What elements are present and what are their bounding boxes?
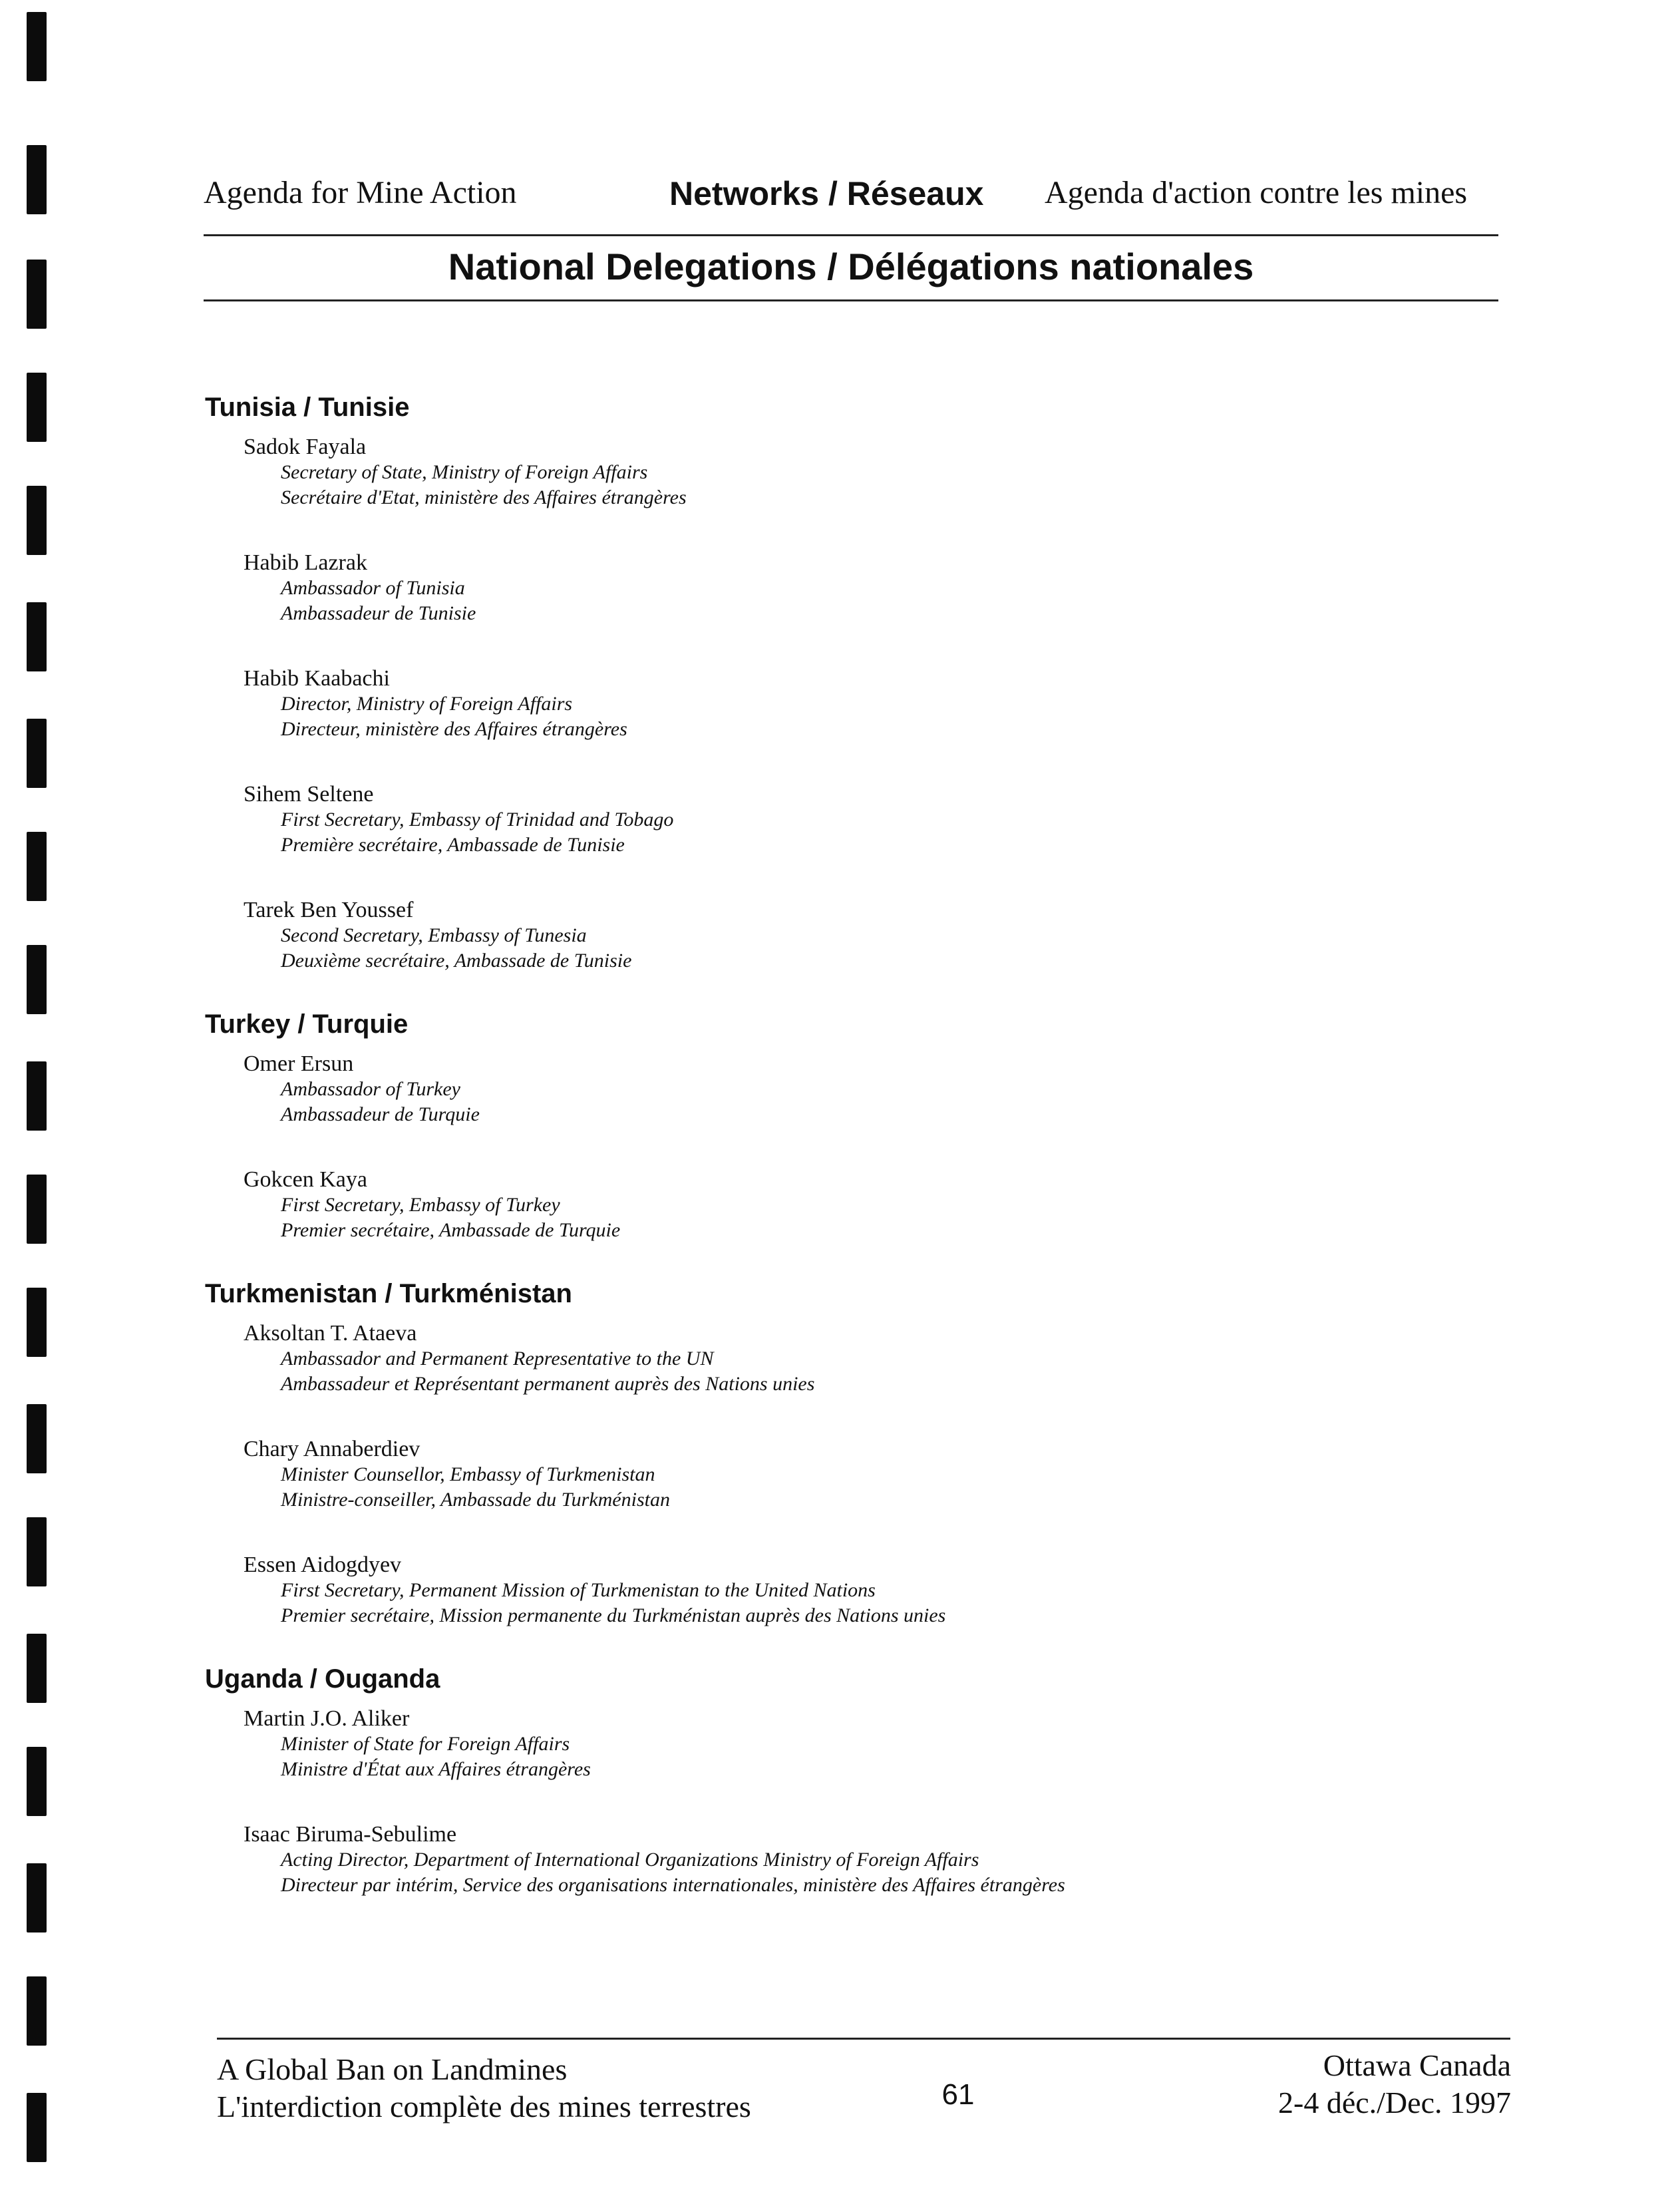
delegate-name: Sihem Seltene [244,782,374,807]
delegate-role-en: Minister Counsellor, Embassy of Turkmenistan [281,1463,655,1485]
binder-hole [27,945,47,1014]
delegate-role-en: Ambassador of Tunisia [281,577,465,599]
delegate-entry [244,898,1534,974]
delegate-entry [244,666,1534,742]
delegate-entry [244,1437,1534,1513]
delegate-role-fr: Premier secrétaire, Ambassade de Turquie [281,1219,621,1241]
delegate-role-en: Acting Director, Department of International Organizations Ministry of Foreign Affairs [281,1849,979,1871]
delegate-role-en: Minister of State for Foreign Affairs [281,1733,570,1755]
country-section [204,1664,1534,1898]
header-right: Agenda d'action contre les mines [1045,175,1468,210]
page-title: National Delegations / Délégations nationales [448,246,1254,287]
country-heading: Turkey / Turquie [205,1010,409,1039]
delegate-role-fr: Deuxième secrétaire, Ambassade de Tunisie [281,950,632,972]
delegate-role-fr: Directeur, ministère des Affaires étrangères [281,718,627,740]
binder-hole [27,832,47,901]
binder-hole [27,145,47,214]
delegate-name: Habib Kaabachi [244,666,390,691]
footer-left [217,2051,751,2125]
delegate-role-en: Second Secretary, Embassy of Tunesia [281,924,587,946]
delegate-entry [244,1822,1534,1898]
binder-hole [27,1175,47,1244]
delegate-entry [244,1321,1534,1397]
binder-hole [27,2093,47,2162]
delegate-entry [244,1051,1534,1127]
header-left: Agenda for Mine Action [204,175,517,210]
binder-hole [27,1404,47,1473]
binder-hole [27,1517,47,1586]
binder-hole [27,260,47,329]
delegate-name: Sadok Fayala [244,435,367,459]
footer-title-fr: L'interdiction complète des mines terrestres [217,2090,751,2123]
delegate-name: Omer Ersun [244,1051,354,1076]
binder-hole [27,1747,47,1816]
page-number: 61 [941,2078,975,2111]
country-section [204,1010,1534,1243]
delegate-entry [244,1167,1534,1243]
delegate-name: Tarek Ben Youssef [244,898,414,922]
delegate-role-fr: Ambassadeur et Représentant permanent auprès des Nations unies [281,1373,815,1395]
header-rule [204,234,1498,236]
binder-hole [27,1634,47,1703]
binder-holes [27,0,53,2210]
delegate-entry [244,435,1534,510]
delegate-role-fr: Ambassadeur de Tunisie [281,602,476,624]
delegate-name: Isaac Biruma-Sebulime [244,1822,457,1847]
delegate-role-en: Ambassador of Turkey [281,1078,460,1100]
country-heading: Uganda / Ouganda [205,1664,440,1694]
delegate-role-fr: Première secrétaire, Ambassade de Tunisie [281,834,625,856]
delegate-role-fr: Ambassadeur de Turquie [281,1103,480,1125]
binder-hole [27,1288,47,1357]
title-rule [204,299,1498,301]
delegate-name: Essen Aidogdyev [244,1553,402,1577]
delegate-role-fr: Ministre-conseiller, Ambassade du Turkménistan [281,1489,670,1511]
country-heading: Tunisia / Tunisie [205,393,410,422]
header-center: Networks / Réseaux [669,175,984,212]
binder-hole [27,1061,47,1131]
country-heading: Turkmenistan / Turkménistan [205,1279,572,1308]
binder-hole [27,1863,47,1933]
delegate-role-fr: Premier secrétaire, Mission permanente du Turkménistan auprès des Nations unies [281,1604,946,1626]
binder-hole [27,1976,47,2046]
footer-location: Ottawa Canada [1323,2048,1511,2082]
delegate-name: Chary Annaberdiev [244,1437,420,1461]
binder-hole [27,602,47,671]
delegate-entry [244,550,1534,626]
delegate-role-fr: Secrétaire d'Etat, ministère des Affaires étrangères [281,486,687,508]
binder-hole [27,373,47,442]
footer-rule [217,2038,1510,2040]
delegate-name: Aksoltan T. Ataeva [244,1321,417,1346]
binder-hole [27,719,47,788]
delegate-name: Martin J.O. Aliker [244,1706,410,1731]
binder-hole [27,12,47,81]
delegate-role-en: Secretary of State, Ministry of Foreign Affairs [281,461,648,483]
delegate-entry [244,1706,1534,1782]
delegate-role-fr: Ministre d'État aux Affaires étrangères [281,1758,591,1780]
delegate-role-fr: Directeur par intérim, Service des organisations internationales, ministère des Affaires étrangères [281,1874,1065,1896]
delegate-entry [244,782,1534,858]
delegate-entry [244,1553,1534,1628]
footer-dates: 2-4 déc./Dec. 1997 [1278,2086,1511,2119]
delegate-role-en: First Secretary, Embassy of Trinidad and Tobago [281,809,674,830]
delegate-name: Gokcen Kaya [244,1167,367,1192]
delegations-list [204,393,1534,1898]
delegate-role-en: First Secretary, Permanent Mission of Turkmenistan to the United Nations [281,1579,876,1601]
delegate-role-en: Director, Ministry of Foreign Affairs [281,693,573,715]
delegate-role-en: First Secretary, Embassy of Turkey [281,1194,560,1216]
binder-hole [27,486,47,555]
delegate-role-en: Ambassador and Permanent Representative to the UN [281,1348,714,1370]
delegate-name: Habib Lazrak [244,550,367,575]
footer-title-en: A Global Ban on Landmines [217,2052,568,2086]
footer-right [1278,2047,1511,2121]
country-section [204,1279,1534,1628]
country-section [204,393,1534,974]
